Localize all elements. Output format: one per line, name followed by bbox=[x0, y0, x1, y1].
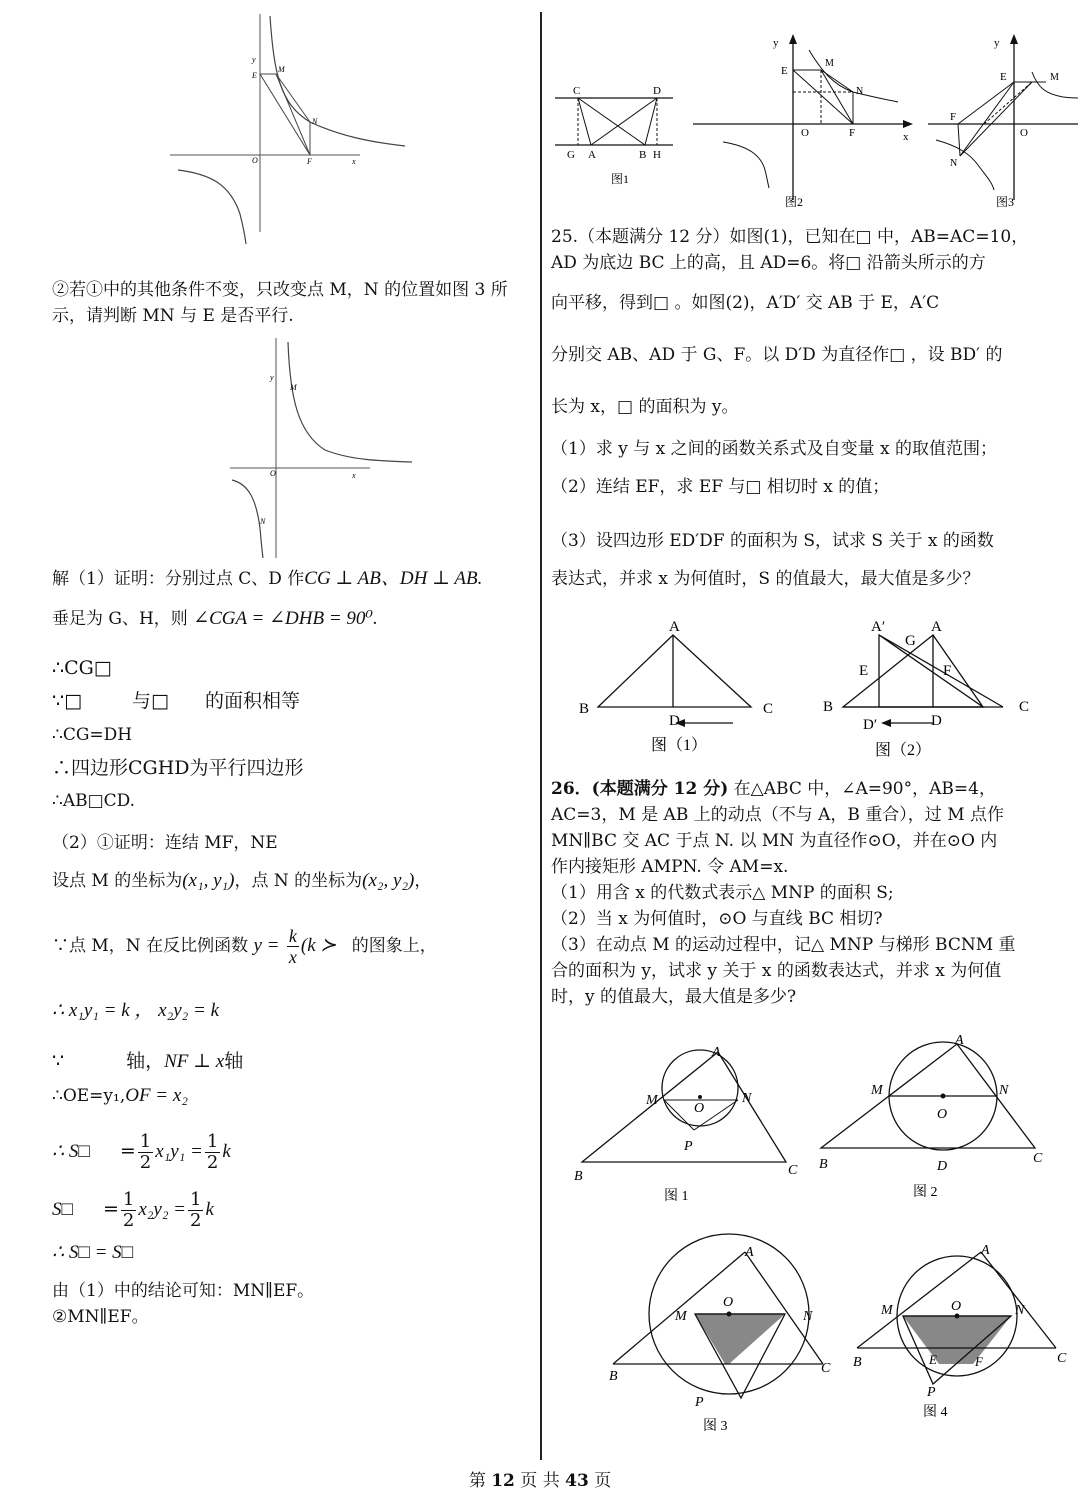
q25-sub1: （1）求 y 与 x 之间的函数关系式及自变量 x 的取值范围； bbox=[551, 439, 998, 459]
svg-text:D: D bbox=[937, 1159, 948, 1174]
svg-text:D: D bbox=[669, 713, 680, 729]
axis-line: ∵ 轴，NF ⊥ x轴 bbox=[52, 1050, 244, 1072]
area-2-line: S□ = $\frac{1}{2}$ x₂y₂ = $\frac{1}{2}$ k bbox=[52, 1188, 214, 1231]
svg-text:B: B bbox=[819, 1157, 828, 1172]
svg-text:C: C bbox=[821, 1361, 831, 1376]
oe-of-line: ∴OE=y₁,OF = x₂ bbox=[52, 1085, 188, 1106]
solution-1-line1: 解（1）证明：分别过点 C、D 作CG ⊥ AB、DH ⊥ AB. bbox=[52, 568, 483, 589]
svg-text:F: F bbox=[849, 127, 856, 139]
figure-1-trapezoid bbox=[553, 80, 678, 190]
q26-line4: 作内接矩形 AMPN. 令 AM=x. bbox=[551, 857, 789, 877]
xy-eq-k: ∴ x₁y₁ = k ， x₂y₂ = k bbox=[52, 1000, 220, 1021]
svg-text:A: A bbox=[955, 1033, 964, 1048]
svg-text:C: C bbox=[788, 1163, 798, 1178]
svg-text:F: F bbox=[307, 157, 312, 166]
hyperbola-figure-1 bbox=[170, 14, 410, 249]
svg-text:O: O bbox=[252, 156, 258, 165]
fig-label-1: 图1 bbox=[611, 172, 630, 186]
svg-text:C: C bbox=[763, 701, 774, 717]
part2-question-line1: ②若①中的其他条件不变，只改变点 M，N 的位置如图 3 所 bbox=[52, 280, 508, 300]
svg-text:O: O bbox=[694, 1101, 705, 1116]
fig-label-3: 图3 bbox=[996, 195, 1015, 209]
coords-line: 设点 M 的坐标为(x₁, y₁)，点 N 的坐标为(x₂, y₂)， bbox=[52, 870, 432, 891]
q26-line5: （1）用含 x 的代数式表示△ MNP 的面积 S; bbox=[551, 883, 894, 903]
svg-text:F: F bbox=[943, 663, 952, 679]
svg-text:O: O bbox=[1020, 127, 1028, 139]
svg-text:x: x bbox=[903, 131, 909, 143]
svg-text:N: N bbox=[999, 1083, 1009, 1098]
solution-1-line2: 垂足为 G、H，则 ∠CGA = ∠DHB = 90⁰. bbox=[52, 608, 378, 629]
svg-text:C: C bbox=[1057, 1351, 1067, 1366]
fig26-label-3: 图 3 bbox=[703, 1419, 728, 1434]
conclusion-line: 由（1）中的结论可知：MN∥EF。 bbox=[52, 1281, 315, 1301]
svg-text:F: F bbox=[950, 111, 957, 123]
svg-text:E: E bbox=[781, 65, 788, 77]
svg-text:D′: D′ bbox=[863, 717, 878, 733]
svg-text:D: D bbox=[653, 85, 661, 97]
area-1-line: ∴ S□ = $\frac{1}{2}$ x₁y₁ = $\frac{1}{2}$ k bbox=[52, 1130, 231, 1173]
svg-text:B: B bbox=[823, 699, 834, 715]
q26-line1: 26．(本题满分 12 分) 在△ABC 中，∠A=90°，AB=4， bbox=[551, 779, 996, 799]
ab-parallel-cd: ∴AB□CD. bbox=[52, 791, 136, 811]
figure-26-2 bbox=[815, 1030, 1055, 1200]
svg-text:M: M bbox=[646, 1093, 658, 1108]
svg-text:P: P bbox=[927, 1385, 936, 1400]
math-cg-perp: CG ⊥ AB、DH ⊥ AB. bbox=[304, 568, 483, 589]
quad-parallelogram: ∴四边形CGHD为平行四边形 bbox=[52, 757, 304, 779]
svg-text:y: y bbox=[994, 37, 1000, 49]
fig26-label-1: 图 1 bbox=[664, 1189, 689, 1204]
svg-text:B: B bbox=[639, 149, 647, 161]
q25-line4: 分别交 AB、AD 于 G、F。以 D′D 为直径作□ ，设 BD′ 的 bbox=[551, 345, 1003, 365]
svg-text:D: D bbox=[931, 713, 942, 729]
figure-25-1 bbox=[573, 615, 783, 760]
figure-26-1 bbox=[568, 1040, 808, 1210]
fig26-label-4: 图 4 bbox=[923, 1405, 948, 1420]
q25-line5: 长为 x，□ 的面积为 y。 bbox=[551, 397, 739, 417]
svg-text:H: H bbox=[653, 149, 661, 161]
math-angle-eq: ∠CGA = ∠DHB = 90⁰. bbox=[193, 608, 378, 629]
because-area-line: ∵□ 与□ 的面积相等 bbox=[52, 690, 301, 712]
right-column bbox=[543, 0, 1080, 1470]
svg-text:N: N bbox=[856, 86, 864, 97]
q26-line9: 时，y 的值最大，最大值是多少? bbox=[551, 987, 797, 1007]
svg-text:B: B bbox=[574, 1169, 583, 1184]
svg-text:y: y bbox=[252, 55, 256, 64]
svg-text:A: A bbox=[981, 1243, 990, 1258]
svg-text:E: E bbox=[859, 663, 869, 679]
k-over-x: $\frac{k}{x}$ bbox=[288, 926, 297, 967]
svg-text:M: M bbox=[290, 383, 297, 392]
svg-text:O: O bbox=[270, 469, 276, 478]
q25-sub3: （3）设四边形 ED′DF 的面积为 S，试求 S 关于 x 的函数 bbox=[551, 531, 994, 551]
svg-text:B: B bbox=[853, 1355, 862, 1370]
figure-26-4 bbox=[851, 1238, 1071, 1428]
fig25-label-2: 图（2） bbox=[875, 742, 932, 759]
q26-line6: （2）当 x 为何值时，⊙O 与直线 BC 相切? bbox=[551, 909, 883, 929]
q26-line2: AC=3，M 是 AB 上的动点（不与 A，B 重合），过 M 点作 bbox=[551, 805, 1005, 825]
svg-text:P: P bbox=[695, 1395, 704, 1410]
area-equal-line: ∴ S□ = S□ bbox=[52, 1242, 134, 1263]
svg-text:A: A bbox=[588, 149, 596, 161]
q25-sub2: （2）连结 EF，求 EF 与□ 相切时 x 的值； bbox=[551, 477, 890, 497]
therefore-cg: ∴CG□ bbox=[52, 657, 112, 679]
svg-text:N: N bbox=[803, 1309, 813, 1324]
q25-line1: 25.（本题满分 12 分）如图(1)，已知在□ 中，AB=AC=10， bbox=[551, 227, 1029, 247]
svg-text:P: P bbox=[684, 1139, 693, 1154]
cg-eq-dh: ∴CG=DH bbox=[52, 725, 133, 745]
svg-text:B: B bbox=[579, 701, 590, 717]
svg-text:M: M bbox=[278, 65, 285, 74]
q26-line7: （3）在动点 M 的运动过程中，记△ MNP 与梯形 BCNM 重 bbox=[551, 935, 1016, 955]
page-footer: 第 12 页 共 43 页 bbox=[468, 1471, 612, 1491]
q26-line8: 合的面积为 y，试求 y 关于 x 的函数表达式，并求 x 为何值 bbox=[551, 961, 1002, 981]
page-number: 12 bbox=[491, 1471, 515, 1491]
svg-text:N: N bbox=[1015, 1303, 1025, 1318]
q25-line2: AD 为底边 BC 上的高，且 AD=6。将□ 沿箭头所示的方 bbox=[551, 253, 986, 273]
svg-text:C: C bbox=[573, 85, 581, 97]
svg-text:x: x bbox=[352, 157, 356, 166]
figure-2-hyperbola bbox=[693, 30, 918, 210]
figure-3-hyperbola bbox=[928, 30, 1080, 210]
figure-25-2 bbox=[823, 615, 1038, 765]
svg-text:E: E bbox=[929, 1352, 937, 1367]
fig-label-2: 图2 bbox=[785, 195, 804, 209]
svg-text:M: M bbox=[1050, 72, 1059, 83]
svg-text:E: E bbox=[252, 71, 257, 80]
svg-text:M: M bbox=[675, 1309, 687, 1324]
svg-text:N: N bbox=[950, 158, 958, 169]
svg-text:A: A bbox=[669, 619, 680, 635]
svg-text:M: M bbox=[881, 1303, 893, 1318]
total-pages: 43 bbox=[565, 1471, 589, 1491]
svg-text:O: O bbox=[801, 127, 809, 139]
q25-line3: 向平移，得到□ 。如图(2)，A′D′ 交 AB 于 E，A′C bbox=[551, 293, 940, 313]
q26-line3: MN∥BC 交 AC 于点 N. 以 MN 为直径作⊙O，并在⊙O 内 bbox=[551, 831, 998, 851]
svg-text:B: B bbox=[609, 1369, 618, 1384]
svg-text:F: F bbox=[975, 1354, 983, 1369]
svg-text:N: N bbox=[312, 117, 318, 126]
svg-text:O: O bbox=[951, 1299, 962, 1314]
part2-question-line2: 示，请判断 MN 与 E 是否平行. bbox=[52, 306, 294, 326]
q25-sub4: 表达式，并求 x 为何值时，S 的值最大，最大值是多少？ bbox=[551, 569, 980, 589]
svg-text:A′: A′ bbox=[871, 619, 886, 635]
svg-text:G: G bbox=[905, 633, 916, 649]
svg-text:N: N bbox=[742, 1091, 752, 1106]
svg-text:M: M bbox=[825, 58, 834, 69]
svg-text:x: x bbox=[352, 471, 356, 480]
left-column bbox=[0, 0, 540, 1470]
svg-text:A: A bbox=[931, 619, 942, 635]
svg-text:O: O bbox=[723, 1295, 734, 1310]
svg-text:A: A bbox=[712, 1045, 721, 1060]
svg-text:E: E bbox=[1000, 71, 1007, 83]
svg-text:C: C bbox=[1019, 699, 1030, 715]
fig26-label-2: 图 2 bbox=[913, 1185, 938, 1200]
solution-2-line1: （2）①证明：连结 MF，NE bbox=[52, 833, 278, 853]
figure-26-3 bbox=[603, 1238, 843, 1438]
svg-text:G: G bbox=[567, 149, 575, 161]
svg-text:y: y bbox=[773, 37, 779, 49]
svg-text:C: C bbox=[1033, 1151, 1043, 1166]
hyperbola-figure-3 bbox=[230, 338, 415, 563]
conclusion-line-2: ②MN∥EF。 bbox=[52, 1307, 149, 1327]
svg-text:N: N bbox=[260, 517, 266, 526]
svg-text:A: A bbox=[745, 1245, 754, 1260]
svg-text:y: y bbox=[270, 373, 274, 382]
column-divider bbox=[540, 12, 542, 1460]
fig25-label-1: 图（1） bbox=[651, 737, 708, 754]
svg-text:M: M bbox=[871, 1083, 883, 1098]
inverse-function-line: ∵点 M，N 在反比例函数 y = $\frac{k}{x}$ (k ≻ 的图象上， bbox=[52, 926, 437, 967]
svg-text:O: O bbox=[937, 1107, 948, 1122]
